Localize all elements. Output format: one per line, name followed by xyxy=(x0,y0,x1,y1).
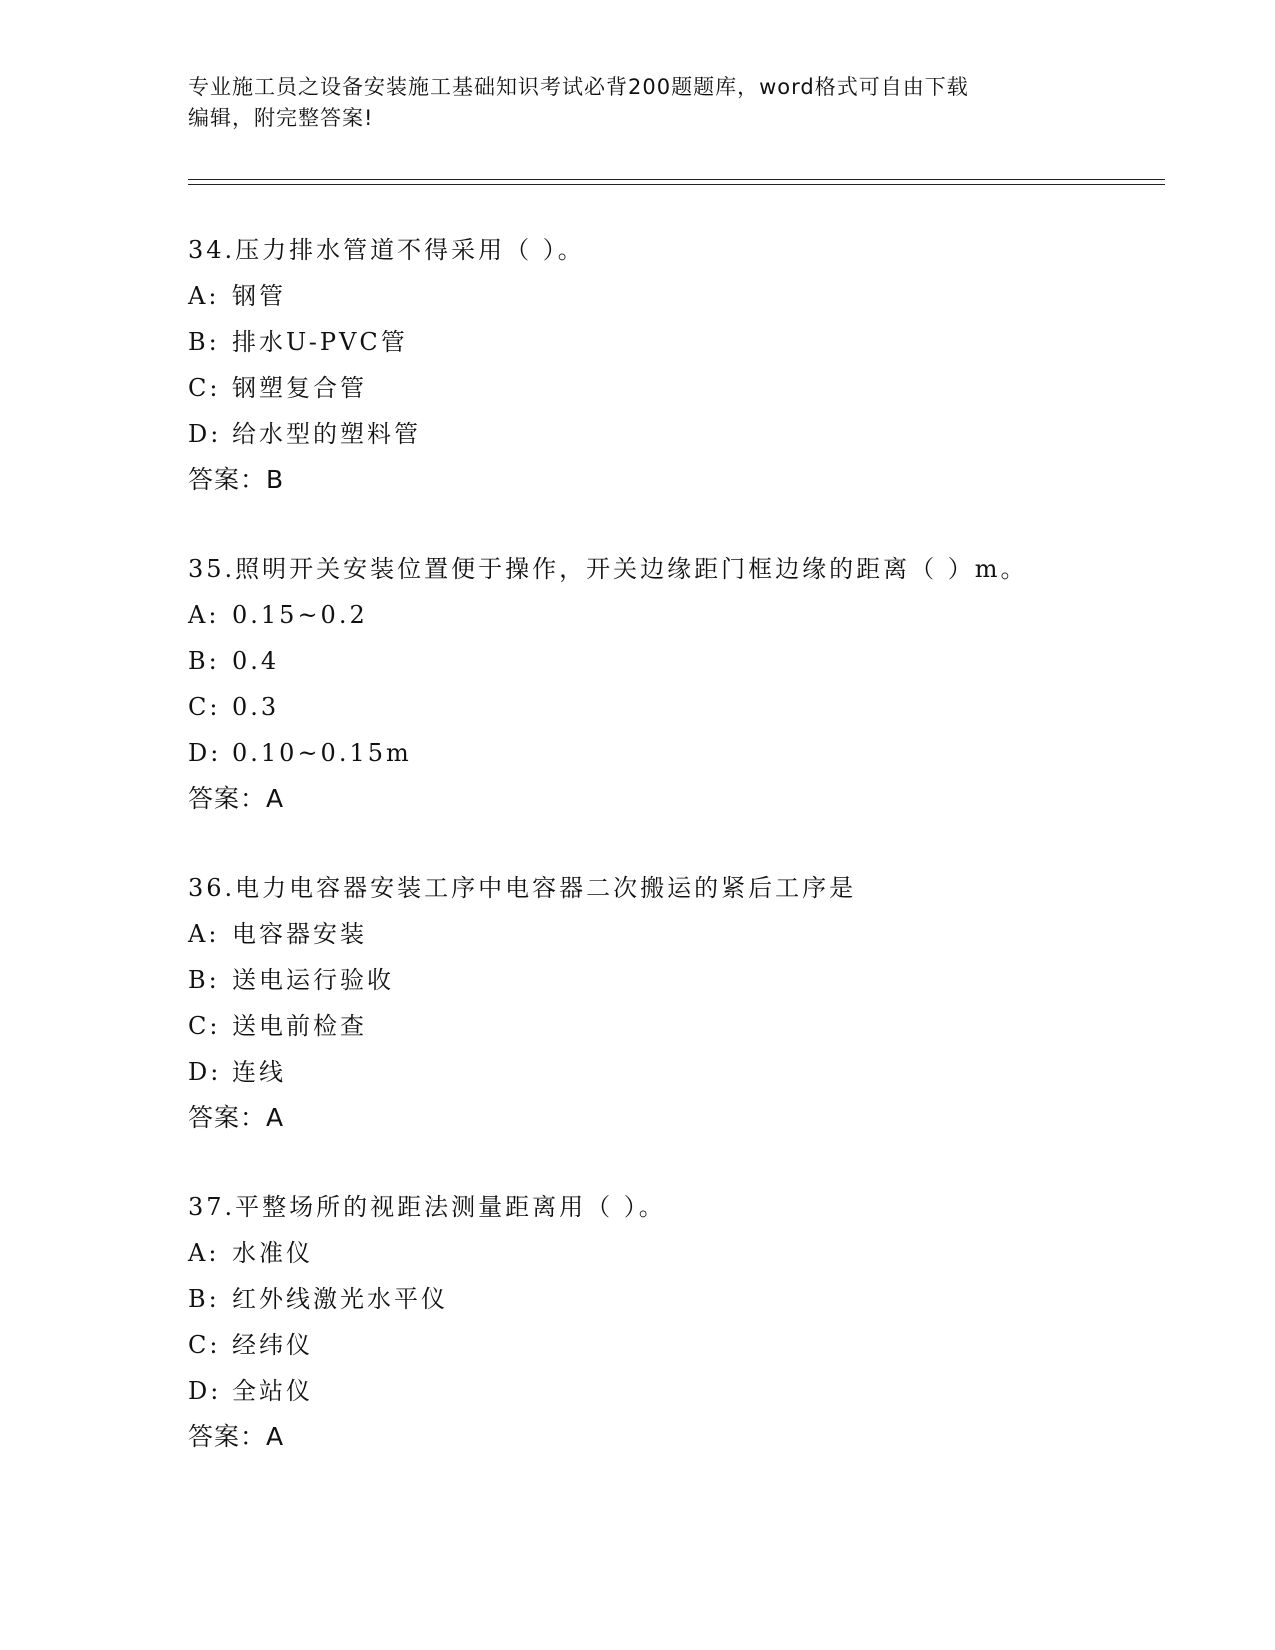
option-text: 连线 xyxy=(232,1058,286,1086)
option-label: A: xyxy=(188,1239,220,1267)
option-text: 0.4 xyxy=(232,647,280,675)
option-label: D: xyxy=(188,739,222,767)
option-a xyxy=(188,592,1148,638)
option-b xyxy=(188,319,1148,365)
question-stem: 35.照明开关安装位置便于操作，开关边缘距门框边缘的距离（ ）m。 xyxy=(188,555,1028,583)
option-text: 送电前检查 xyxy=(232,1012,367,1040)
option-label: B: xyxy=(188,647,220,675)
option-d xyxy=(188,1368,1148,1414)
option-text: 电容器安装 xyxy=(232,920,367,948)
option-text: 红外线激光水平仪 xyxy=(232,1285,448,1313)
answer: 答案：A xyxy=(188,1422,285,1451)
question-stem: 36.电力电容器安装工序中电容器二次搬运的紧后工序是 xyxy=(188,874,857,902)
option-label: B: xyxy=(188,966,220,994)
answer: 答案：A xyxy=(188,784,285,813)
option-b xyxy=(188,638,1148,684)
header-divider-bottom xyxy=(188,184,1165,185)
option-d xyxy=(188,730,1148,776)
option-c xyxy=(188,1322,1148,1368)
option-label: C: xyxy=(188,693,221,721)
option-label: D: xyxy=(188,420,222,448)
option-label: C: xyxy=(188,1331,221,1359)
option-c xyxy=(188,1003,1148,1049)
option-label: B: xyxy=(188,328,220,356)
option-a xyxy=(188,1230,1148,1276)
document-header xyxy=(188,72,1088,134)
option-d xyxy=(188,411,1148,457)
option-b xyxy=(188,957,1148,1003)
option-text: 经纬仪 xyxy=(232,1331,313,1359)
option-text: 水准仪 xyxy=(232,1239,313,1267)
option-text: 钢管 xyxy=(232,282,286,310)
option-label: A: xyxy=(188,920,220,948)
question-stem: 34.压力排水管道不得采用（ ）。 xyxy=(188,236,585,264)
question-35 xyxy=(188,546,1148,822)
option-label: C: xyxy=(188,1012,221,1040)
option-label: D: xyxy=(188,1058,222,1086)
option-text: 送电运行验收 xyxy=(232,966,394,994)
option-text: 0.10~0.15m xyxy=(232,739,412,767)
answer: 答案：B xyxy=(188,465,285,494)
option-d xyxy=(188,1049,1148,1095)
option-text: 钢塑复合管 xyxy=(232,374,367,402)
option-text: 给水型的塑料管 xyxy=(232,420,421,448)
option-label: A: xyxy=(188,282,220,310)
option-text: 排水U-PVC管 xyxy=(232,328,408,356)
header-divider-top xyxy=(188,179,1165,180)
option-text: 全站仪 xyxy=(232,1377,313,1405)
question-34 xyxy=(188,227,1148,503)
question-stem: 37.平整场所的视距法测量距离用（ ）。 xyxy=(188,1193,666,1221)
header-title-line-1: 专业施工员之设备安装施工基础知识考试必背200题题库，word格式可自由下载 xyxy=(188,75,969,99)
option-b xyxy=(188,1276,1148,1322)
question-37 xyxy=(188,1184,1148,1460)
option-text: 0.15~0.2 xyxy=(232,601,368,629)
header-title-line-2: 编辑，附完整答案! xyxy=(188,106,374,130)
option-label: B: xyxy=(188,1285,220,1313)
option-c xyxy=(188,365,1148,411)
option-text: 0.3 xyxy=(232,693,280,721)
option-a xyxy=(188,273,1148,319)
option-a xyxy=(188,911,1148,957)
option-label: C: xyxy=(188,374,221,402)
question-36 xyxy=(188,865,1148,1141)
option-c xyxy=(188,684,1148,730)
option-label: D: xyxy=(188,1377,222,1405)
option-label: A: xyxy=(188,601,220,629)
answer: 答案：A xyxy=(188,1103,285,1132)
